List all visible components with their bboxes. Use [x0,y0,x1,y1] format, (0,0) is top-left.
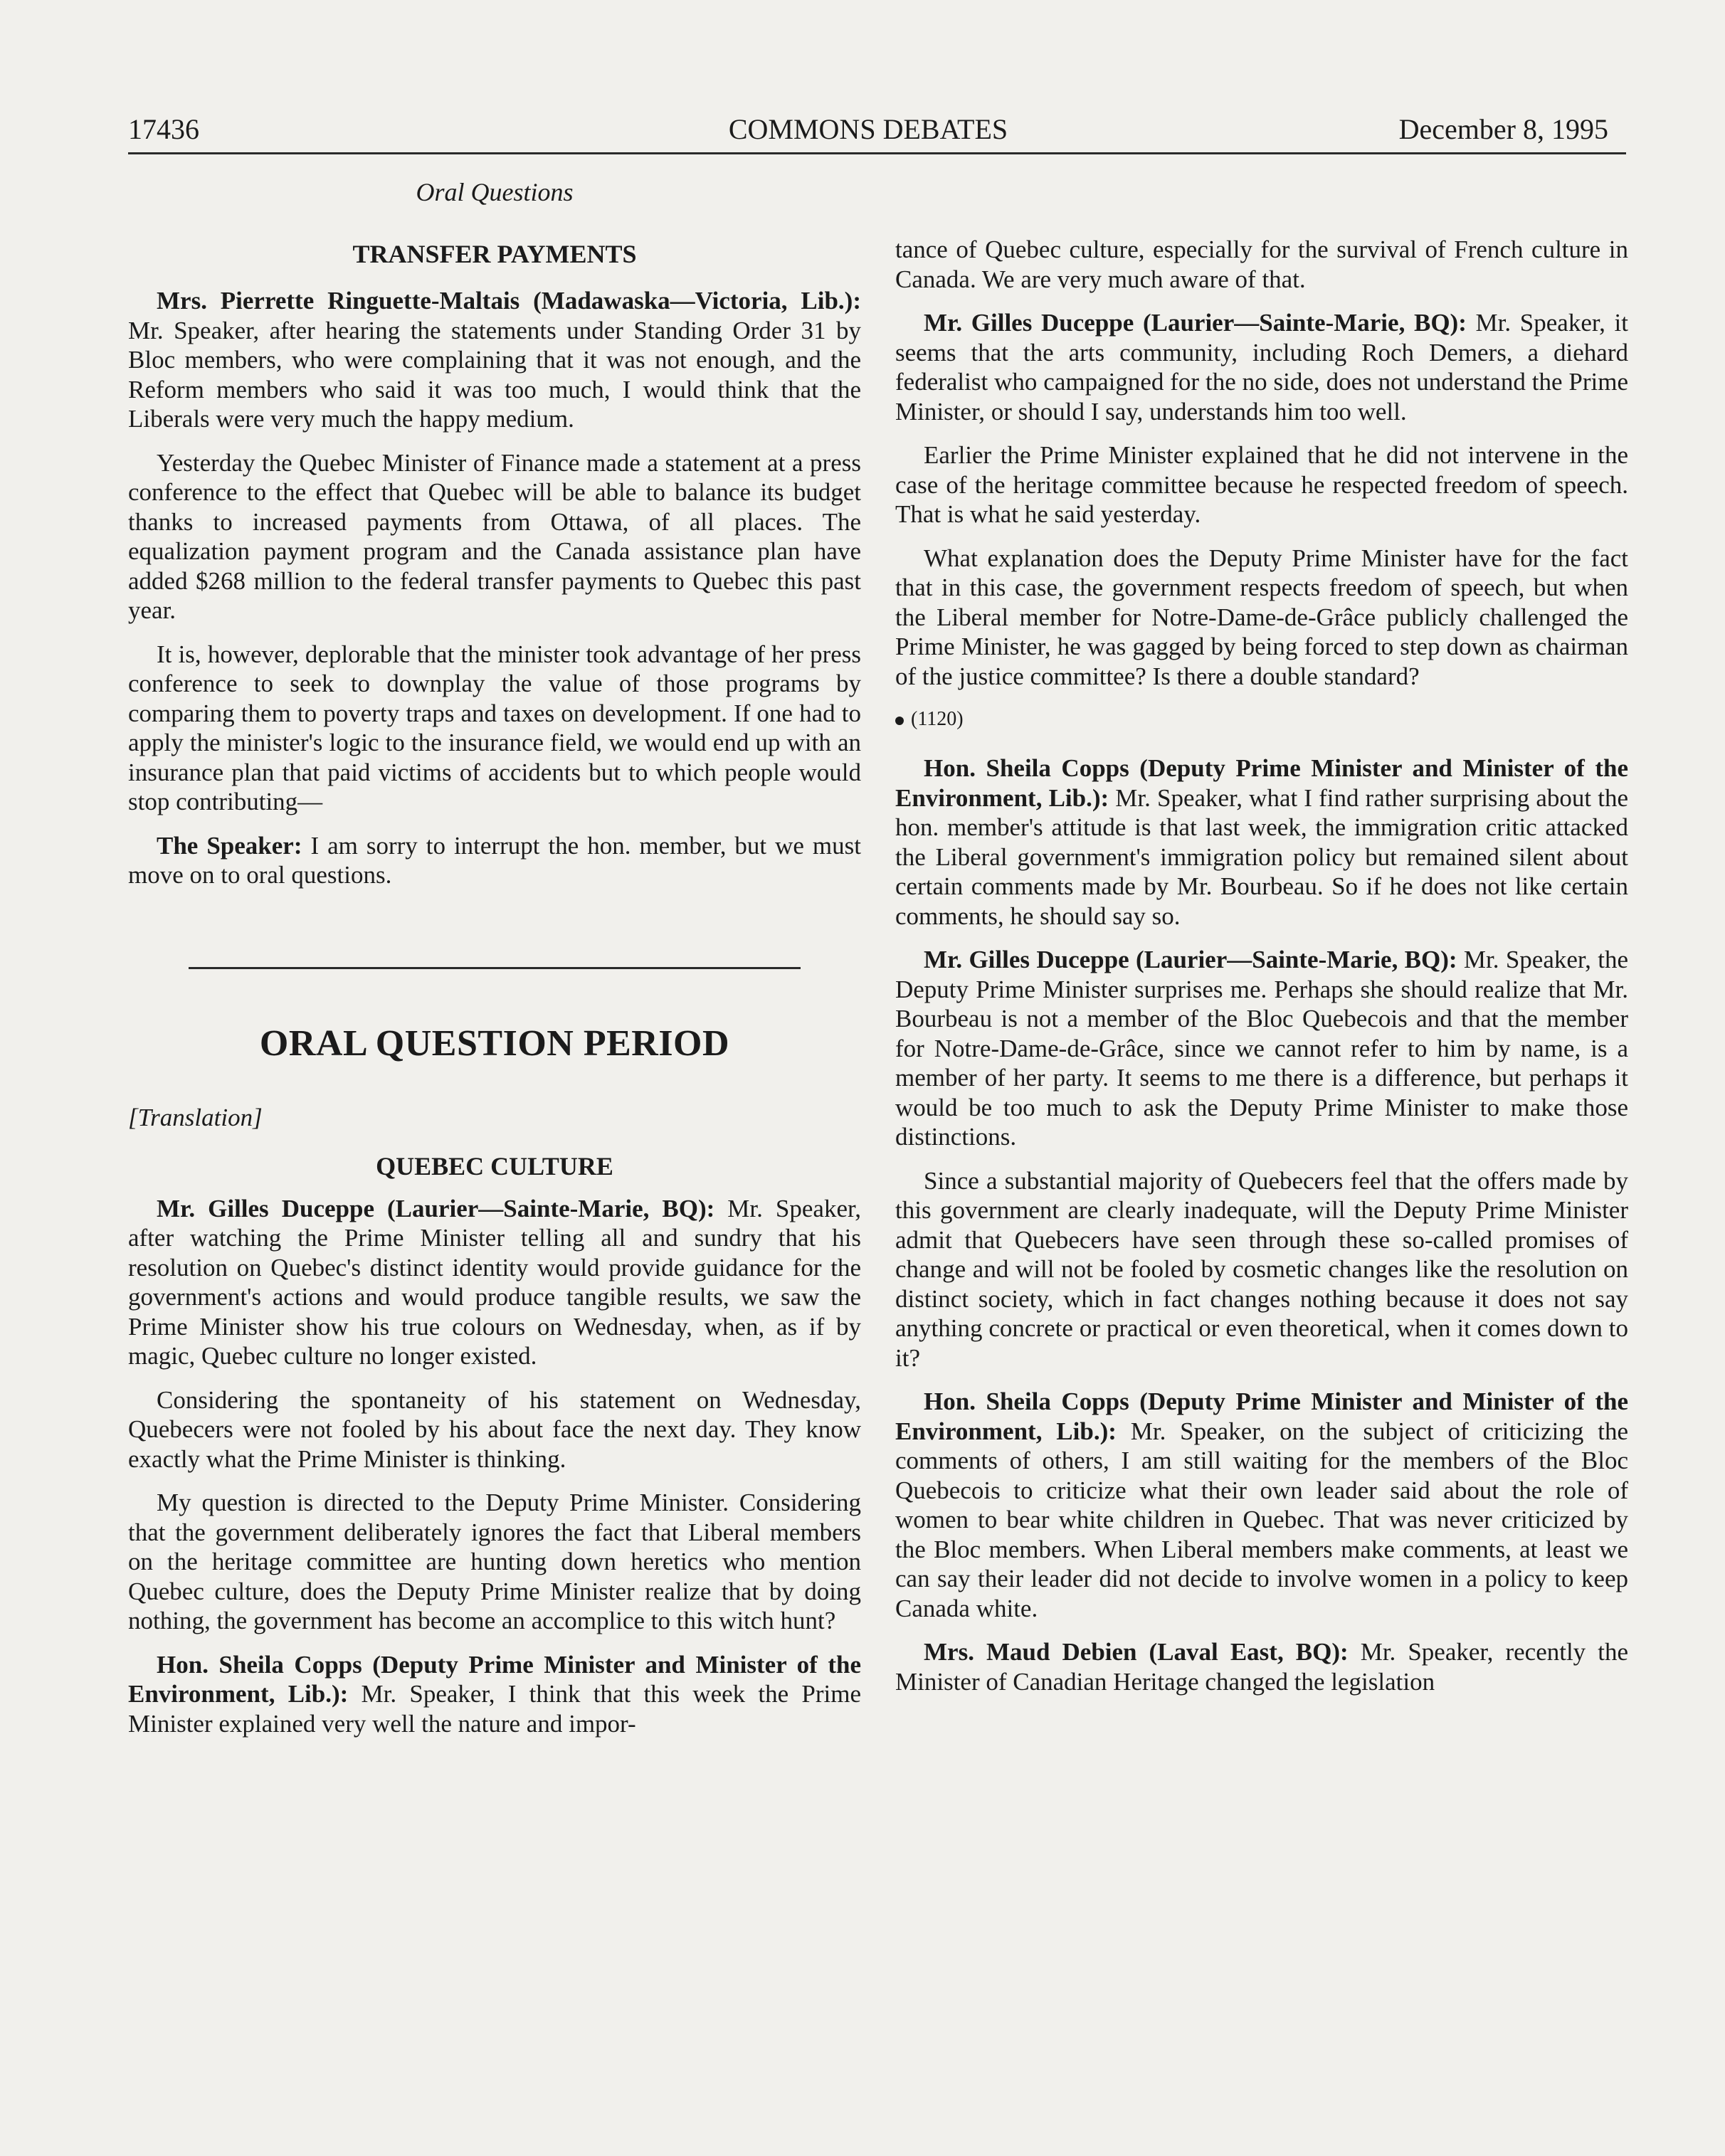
bullet-icon [895,717,904,725]
paragraph [895,754,1628,931]
header-rule [128,152,1626,154]
timestamp-text: (1120) [911,708,964,730]
speech-text: Mr. Speaker, what I find rather surprising about the hon. member's attitude is that last week, the immigration critic attacked the Liberal government's immigration policy but remained silent about certain comments made by Mr. Bourbeau. So if he does not like certain comments, he should say so. [895,783,1629,930]
publication-date: December 8, 1995 [1398,113,1608,145]
speech-text: Mr. Speaker, after watching the Prime Minister telling all and sundry that his resolution on Quebec's distinct identity would provide guidance for the government's actions and would produce tangible results, we saw the Prime Minister show his true colours on Wednesday, when, as if by magic, Quebec culture no longer existed. [128,1194,861,1370]
speaker-name: Mr. Gilles Duceppe (Laurier—Sainte-Marie, BQ): [924,309,1467,337]
speaker-name: Mrs. Maud Debien (Laval East, BQ): [924,1638,1349,1666]
speech-text: Mr. Speaker, recently the Minister of Canadian Heritage changed the legislation [895,1638,1628,1696]
speech-text: Mr. Speaker, after hearing the statements under Standing Order 31 by Bloc members, who were complaining that it was not enough, and the Reform members who said it was too much, I would think that the Liberals were very much the happy medium. [128,316,861,433]
paragraph: What explanation does the Deputy Prime Minister have for the fact that in this case, the government respects freedom of speech, but when the Liberal member for Notre-Dame-de-Grâce publicly challenged the Prime Minister, he was gagged by being forced to step down as chairman of the justice committee? Is there a double standard? [895,544,1628,690]
paragraph: Since a substantial majority of Quebecers feel that the offers made by this government are clearly inadequate, will the Deputy Prime Minister admit that Quebecers have seen through these so-called promises of change and will not be fooled by cosmetic changes like the resolution on distinct society, which in fact changes nothing because it does not say anything concrete or practical or even theoretical, when it comes down to it? [895,1166,1628,1372]
speaker-name: Hon. Sheila Copps (Deputy Prime Minister and Minister of the Environment, Lib.): [128,1650,861,1708]
paragraph: My question is directed to the Deputy Prime Minister. Considering that the government deliberately ignores the fact that Liberal members on the heritage committee are hunting down heretics who mention Quebec culture, does the Deputy Prime Minister realize that by doing nothing, the government has become an accomplice to this witch hunt? [128,1489,861,1634]
speech-text: Mr. Speaker, I think that this week the Prime Minister explained very well the nature and impor- [128,1680,862,1738]
paragraph: Yesterday the Quebec Minister of Finance made a statement at a press conference to the effect that Quebec will be able to balance its budget thanks to increased payments from Ottawa, of all places. The equalization payment program and the Canada assistance plan have added $268 million to the federal transfer payments to Quebec this past year. [128,448,861,624]
paragraph [895,945,1628,1152]
paragraph: Considering the spontaneity of his statement on Wednesday, Quebecers were not fooled by his about face the next day. They know exactly what the Prime Minister is thinking. [128,1385,861,1473]
translation-note: [Translation] [128,1103,263,1131]
speech-text: Mr. Speaker, on the subject of criticizing the comments of others, I am still waiting for the members of the Bloc Quebecois to criticize what their own leader said about the role of women to bear white children in Quebec. That was never criticized by the Bloc members. When Liberal members make comments, at least we can say their leader did not decide to involve women in a policy to keep Canada white. [895,1417,1629,1622]
paragraph [128,1194,861,1371]
speaker-name: Mrs. Pierrette Ringuette-Maltais (Madawaska—Victoria, Lib.): [157,287,861,315]
paragraph [895,1387,1628,1623]
heading-oral-question-period: ORAL QUESTION PERIOD [259,1022,730,1064]
speaker-name: Hon. Sheila Copps (Deputy Prime Minister and Minister of the Environment, Lib.): [895,1388,1628,1445]
page-number: 17436 [128,113,199,145]
section-label: Oral Questions [416,178,574,206]
speaker-name: Hon. Sheila Copps (Deputy Prime Minister and Minister of the Environment, Lib.): [895,754,1628,812]
paragraph [128,286,861,434]
paragraph: It is, however, deplorable that the minister took advantage of her press conference to seek to downplay the value of those programs by comparing them to poverty traps and taxes on development. If one had to apply the minister's logic to the insurance field, we would end up with an insurance plan that paid victims of accidents but to which people would stop contributing— [128,640,861,815]
speech-text: Mr. Speaker, the Deputy Prime Minister surprises me. Perhaps she should realize that Mr. Bourbeau is not a member of the Bloc Quebecois and that the member for Notre-Dame-de-Grâce, since we cannot refer to him by name, is a member of her party. It seems to me there is a difference, but perhaps it would be too much to ask the Deputy Prime Minister to make those distinctions. [895,946,1628,1151]
paragraph [895,1637,1628,1696]
paragraph: Earlier the Prime Minister explained that he did not intervene in the case of the heritage committee because he respected freedom of speech. That is what he said yesterday. [895,441,1628,528]
speech-text: Mr. Speaker, it seems that the arts community, including Roch Demers, a diehard federalist who campaigned for the no side, does not understand the Prime Minister, or should I say, understands him too well. [895,309,1629,426]
publication-title: COMMONS DEBATES [728,113,1008,145]
paragraph [128,1650,861,1739]
heading-quebec-culture: QUEBEC CULTURE [376,1151,613,1180]
speaker-name: The Speaker: [157,831,302,860]
paragraph [895,308,1628,426]
timestamp [895,705,1628,734]
page-header [128,108,1608,151]
speaker-name: Mr. Gilles Duceppe (Laurier—Sainte-Marie, BQ): [924,946,1457,973]
speech-text: I am sorry to interrupt the hon. member, but we must move on to oral questions. [128,831,861,889]
heading-transfer-payments: TRANSFER PAYMENTS [352,240,637,268]
paragraph [128,831,861,890]
speaker-name: Mr. Gilles Duceppe (Laurier—Sainte-Marie, BQ): [157,1194,715,1222]
right-column [895,235,1628,1696]
paragraph: tance of Quebec culture, especially for the survival of French culture in Canada. We are very much aware of that. [895,236,1628,293]
left-column [128,176,861,1738]
